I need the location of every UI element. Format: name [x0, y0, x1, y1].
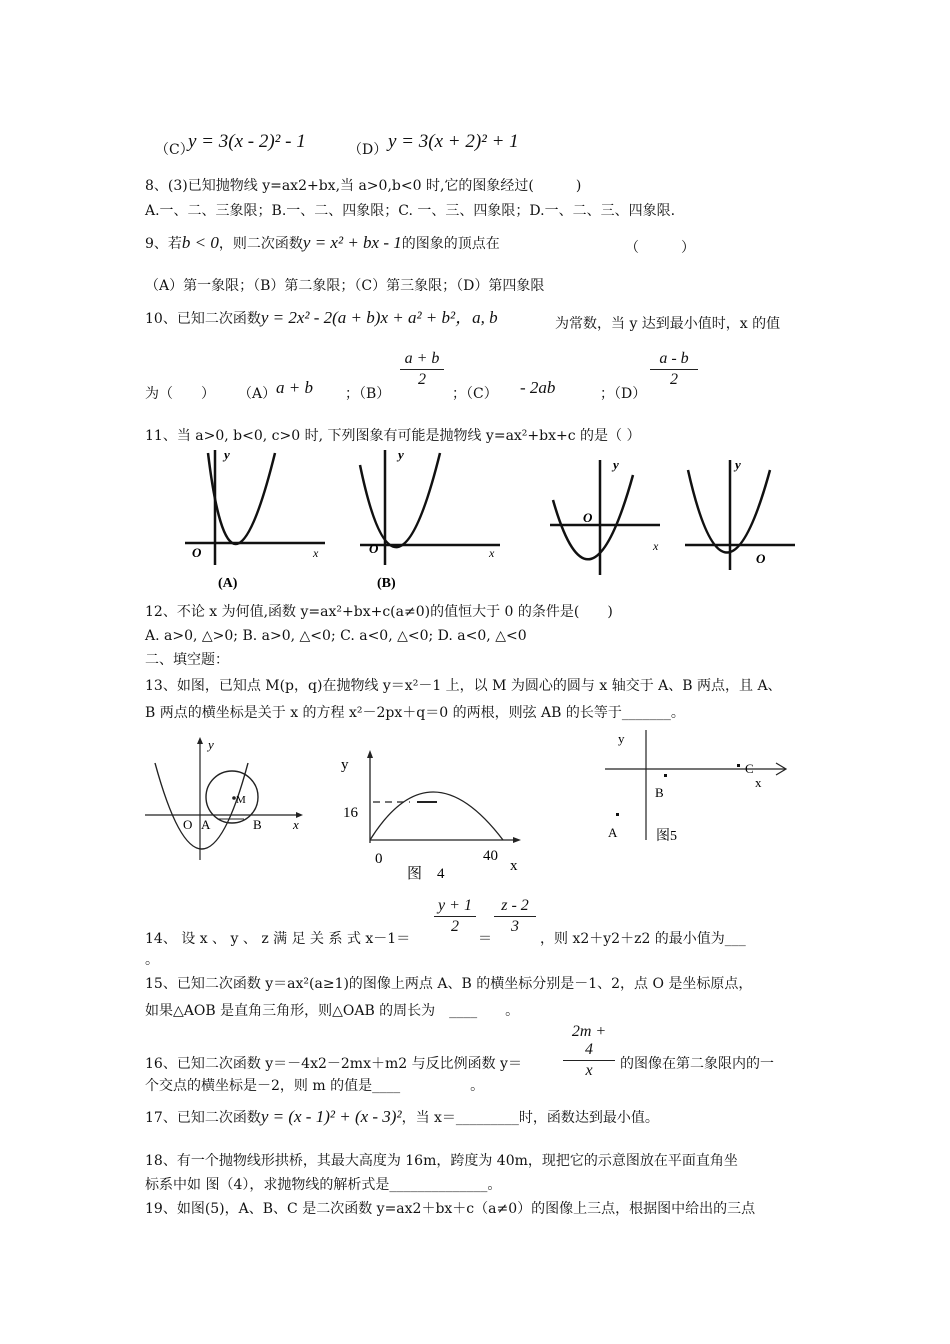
- caption: (A): [218, 576, 238, 591]
- q14-fraction-2: [494, 897, 536, 936]
- origin-label: O: [192, 545, 202, 560]
- point-c: [737, 764, 740, 767]
- q11-graph-b: [355, 445, 505, 595]
- point-a-label: A: [201, 817, 211, 832]
- q10-option-b-denominator: 2: [418, 371, 426, 388]
- origin-label: O: [756, 551, 766, 566]
- q15-line1: 15、已知二次函数 y＝ax²(a≥1)的图像上两点 A、B 的横坐标分别是－1、2，点 O 是坐标原点，: [145, 976, 753, 992]
- x-label: x: [755, 775, 762, 790]
- q12-stem: 12、不论 x 为何值,函数 y=ax²+bx+c(a≠0)的值恒大于 0 的条件是( ): [145, 604, 613, 620]
- q16-fraction-numerator: 2m + 4: [563, 1023, 615, 1061]
- q10-option-c-label: ；（C）: [452, 386, 498, 402]
- origin-label: O: [583, 510, 593, 525]
- x-tick-40: 40: [483, 848, 498, 864]
- q10-option-c-expr: - 2ab: [520, 378, 556, 397]
- y-label: y: [224, 447, 230, 462]
- point-m-label: M: [236, 794, 246, 806]
- q11-graph-d: [680, 455, 800, 585]
- point-a: [616, 813, 619, 816]
- q10-prefix: 10、已知二次函数: [145, 311, 261, 327]
- q14-fraction-2-numerator: z - 2: [494, 897, 536, 917]
- q13-line2: B 两点的横坐标是关于 x 的方程 x²－2px＋q＝0 的两根，则弦 AB 的长等于_______。: [145, 705, 685, 721]
- q16-suffix: 的图像在第二象限内的一: [620, 1056, 774, 1072]
- parabola: [155, 763, 248, 849]
- q10-option-b-numerator: a + b: [400, 350, 444, 370]
- y-tick-16: 16: [343, 805, 358, 821]
- q10-option-b-label: ；（B）: [345, 386, 391, 402]
- q17-prefix: 17、已知二次函数: [145, 1110, 261, 1126]
- q13-line1: 13、如图，已知点 M(p，q)在抛物线 y＝x²－1 上，以 M 为圆心的圆与 x 轴交于 A、B 两点，且 A、: [145, 678, 782, 694]
- q18-line1: 18、有一个抛物线形拱桥，其最大高度为 16m，跨度为 40m，现把它的示意图放在平面直角坐: [145, 1153, 738, 1169]
- x-label: x: [510, 858, 518, 874]
- q10-option-d-fraction: [650, 350, 698, 389]
- y-label: y: [341, 757, 349, 773]
- arch-parabola: [370, 792, 503, 840]
- x-label: x: [489, 546, 495, 560]
- point-b-label: B: [253, 817, 262, 832]
- y-label: y: [208, 737, 214, 752]
- point-b-label: B: [655, 785, 664, 800]
- q17-suffix: ，当 x＝_________时，函数达到最小值。: [401, 1110, 659, 1126]
- section-fill-in-title: 二、填空题：: [145, 652, 229, 668]
- figure-4: [335, 745, 530, 880]
- q15-line2: 如果△AOB 是直角三角形，则△OAB 的周长为 ____ 。: [145, 1003, 520, 1019]
- q11-graph-a: [180, 445, 330, 595]
- y-arrow: [367, 750, 373, 758]
- q9-condition: b < 0: [181, 233, 219, 252]
- x-label: x: [293, 817, 299, 832]
- q9-stem: [145, 234, 500, 253]
- q16-prefix: 16、已知二次函数 y＝－4x2－2mx＋m2 与反比例函数 y＝: [145, 1056, 522, 1072]
- q19-line1: 19、如图(5)，A、B、C 是二次函数 y=ax2＋bx＋c（a≠0）的图像上三点，根据图中给出的三点: [145, 1201, 756, 1217]
- q10-expression: y = 2x² - 2(a + b)x + a² + b²: [260, 308, 456, 327]
- q14-fraction-1: [434, 897, 476, 936]
- q16-fraction-denominator: x: [585, 1062, 593, 1079]
- q7-option-d-label: （D）: [348, 142, 388, 158]
- q14-line2: 。: [145, 952, 159, 968]
- q16-line2: 个交点的横坐标是－2，则 m 的值是____ 。: [145, 1078, 485, 1094]
- y-label: y: [735, 457, 741, 472]
- q14-fraction-1-numerator: y + 1: [434, 897, 476, 917]
- y-label: y: [618, 731, 625, 746]
- q14-equals: ＝: [478, 931, 492, 947]
- q10-vars: ，a, b: [455, 308, 498, 327]
- q14-prefix: 14、 设 x 、 y 、 z 满 足 关 系 式 x－1＝: [145, 931, 411, 947]
- y-label: y: [398, 447, 404, 462]
- caption: (B): [377, 576, 396, 591]
- q10-suffix: 为常数，当 y 达到最小值时，x 的值: [555, 316, 781, 332]
- q10-option-d-label: ；（D）: [600, 386, 647, 402]
- q10-option-b-fraction: [400, 350, 444, 389]
- q13-figure: [140, 735, 310, 865]
- point-b: [664, 774, 667, 777]
- figure-5: [600, 725, 790, 845]
- origin-label: 0: [375, 851, 383, 867]
- q10-option-a-expr: a + b: [276, 378, 313, 397]
- q9-answer-paren: （ ）: [625, 240, 695, 256]
- point-a-label: A: [608, 825, 618, 840]
- q9-mid: ，则二次函数: [218, 236, 303, 252]
- q10-option-a-label: （A）: [238, 386, 277, 402]
- q10-option-d-numerator: a - b: [650, 350, 698, 370]
- point-c-label: C: [745, 761, 754, 776]
- q8-stem: 8、(3)已知抛物线 y=ax2+bx,当 a>0,b<0 时,它的图象经过( ): [145, 178, 582, 194]
- q11-stem: 11、当 a>0, b<0, c>0 时, 下列图象有可能是抛物线 y=ax²+bx+c 的是（ ）: [145, 428, 641, 444]
- x-label: x: [653, 539, 659, 553]
- q17-expression: y = (x - 1)² + (x - 3)²: [260, 1107, 402, 1126]
- q10-option-d-denominator: 2: [670, 371, 678, 388]
- q9-suffix: 的图象的顶点在: [401, 236, 500, 252]
- q11-graph-c: [545, 455, 670, 585]
- q17: [145, 1108, 659, 1127]
- q12-options: A. a>0, △>0; B. a>0, △<0; C. a<0, △<0; D. a<0, △<0: [145, 628, 527, 644]
- y-arrow: [197, 737, 203, 744]
- x-arrow: [513, 837, 521, 843]
- origin-label: O: [183, 817, 193, 832]
- q14-suffix: ，则 x2＋y2＋z2 的最小值为___: [540, 931, 746, 947]
- q7-option-d-expr: y = 3(x + 2)² + 1: [388, 131, 519, 152]
- figure-caption: 图5: [656, 829, 677, 844]
- figure-caption: 图 4: [407, 866, 445, 880]
- q14-fraction-2-denominator: 3: [511, 918, 519, 935]
- q7-option-c-expr: y = 3(x - 2)² - 1: [188, 131, 306, 152]
- q10-stem: [145, 309, 498, 328]
- parabola: [360, 453, 440, 547]
- q14-fraction-1-denominator: 2: [451, 918, 459, 935]
- q9-expression: y = x² + bx - 1: [302, 233, 402, 252]
- parabola: [208, 453, 275, 544]
- q7-option-c-label: （C）: [155, 142, 194, 158]
- x-label: x: [313, 546, 319, 560]
- q8-options: A.一、二、三象限；B.一、二、四象限；C. 一、三、四象限；D.一、二、三、四象限.: [145, 203, 676, 219]
- y-label: y: [613, 457, 619, 472]
- q10-line2-prefix: 为（ ）: [145, 386, 215, 402]
- q16-fraction: [563, 1023, 615, 1080]
- q9-prefix: 9、若: [145, 236, 182, 252]
- q18-line2: 标系中如 图（4），求抛物线的解析式是______________。: [145, 1177, 502, 1193]
- q9-options: （A）第一象限；（B）第二象限；（C）第三象限；（D）第四象限: [145, 278, 545, 294]
- origin-label: O: [369, 541, 379, 556]
- parabola: [553, 475, 633, 559]
